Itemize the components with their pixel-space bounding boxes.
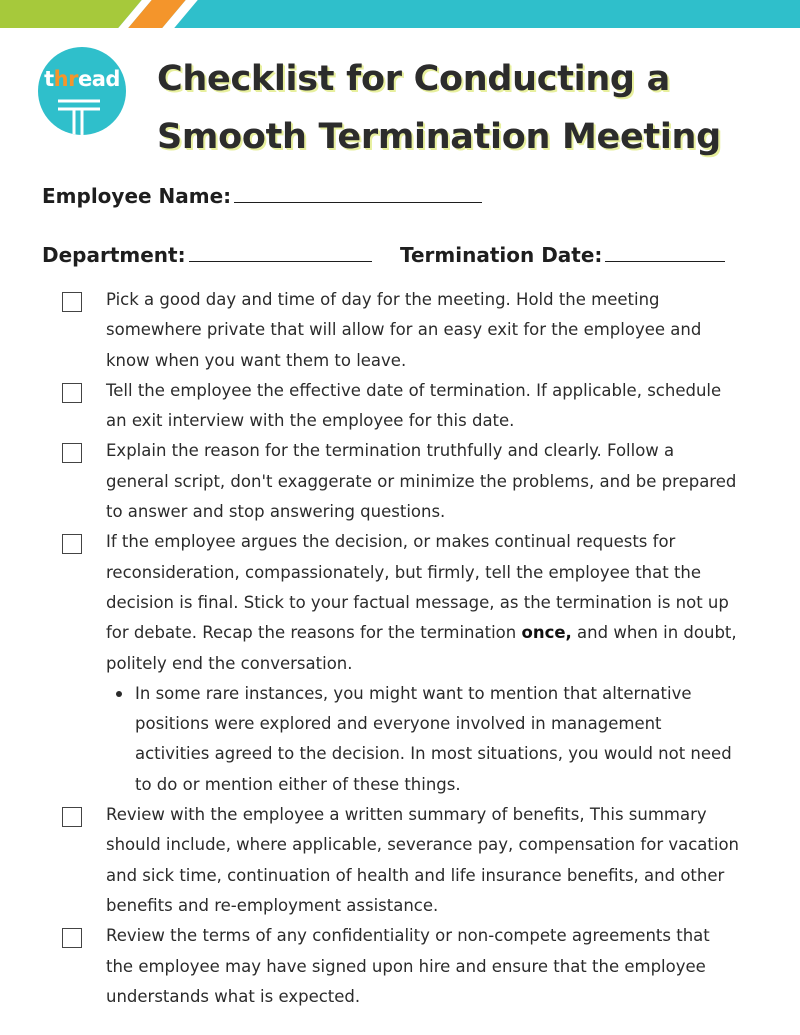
employee-name-field bbox=[42, 184, 482, 208]
thread-logo bbox=[38, 47, 126, 135]
title-line-1: Checklist for Conducting a bbox=[157, 59, 670, 99]
checklist-item bbox=[0, 436, 800, 527]
checklist-item-text: Review the terms of any confidentiality or non-compete agreements that the employee may have signed upon hire and ensure that the employee understands what is expected. bbox=[106, 926, 710, 1006]
department-blank[interactable] bbox=[189, 243, 372, 262]
top-color-bar bbox=[0, 0, 800, 28]
checklist-item bbox=[0, 376, 800, 437]
department-label: Department: bbox=[42, 243, 186, 267]
checkbox[interactable] bbox=[62, 292, 82, 312]
termination-date-label: Termination Date: bbox=[400, 243, 603, 267]
employee-name-blank[interactable] bbox=[234, 184, 482, 203]
termination-date-field bbox=[400, 243, 725, 267]
checkbox[interactable] bbox=[62, 443, 82, 463]
checklist-item-text: Review with the employee a written summary of benefits, This summary should include, where applicable, severance pay, compensation for vacation and sick time, continuation of health and life insurance benefits, and other benefits and re-employment assistance. bbox=[106, 805, 740, 915]
page-title bbox=[157, 50, 777, 166]
employee-name-label: Employee Name: bbox=[42, 184, 232, 208]
checkbox[interactable] bbox=[62, 534, 82, 554]
checkbox[interactable] bbox=[62, 928, 82, 948]
checklist bbox=[0, 285, 800, 1012]
emphasis-text: once, bbox=[521, 623, 572, 643]
checkbox[interactable] bbox=[62, 383, 82, 403]
logo-mark-icon bbox=[38, 47, 126, 135]
department-field bbox=[42, 243, 372, 267]
checklist-item-text: Pick a good day and time of day for the meeting. Hold the meeting somewhere private that will allow for an easy exit for the employee and know when you want them to leave. bbox=[106, 290, 702, 370]
checklist-item-text: Explain the reason for the termination truthfully and clearly. Follow a general script, don't exaggerate or minimize the problems, and be prepared to answer and stop answering questions. bbox=[106, 441, 737, 522]
checkbox[interactable] bbox=[62, 807, 82, 827]
sub-bullet-text: In some rare instances, you might want to mention that alternative positions were explored and everyone involved in management activities agreed to the decision. In most situations, you would not need to do or mention either of these things. bbox=[135, 683, 732, 794]
termination-date-blank[interactable] bbox=[605, 243, 725, 262]
bullet-dot-icon bbox=[116, 691, 122, 697]
checklist-item bbox=[0, 285, 800, 376]
logo-wordmark: thread bbox=[44, 67, 120, 91]
checklist-item bbox=[0, 527, 800, 678]
checklist-item bbox=[0, 800, 800, 921]
checklist-item bbox=[0, 921, 800, 1012]
checklist-item-text: If the employee argues the decision, or makes continual requests for reconsideration, compassionately, but firmly, tell the employee that the decision is final. Stick to your factual message, as the termination is not up for debate. Recap the reasons for the termination once, and when in doubt, politely end the conversation. bbox=[106, 532, 737, 673]
checklist-item-text: Tell the employee the effective date of termination. If applicable, schedule an exit interview with the employee for this date. bbox=[106, 380, 722, 431]
checklist-sub-bullet bbox=[0, 679, 800, 800]
title-line-2: Smooth Termination Meeting bbox=[157, 117, 721, 157]
